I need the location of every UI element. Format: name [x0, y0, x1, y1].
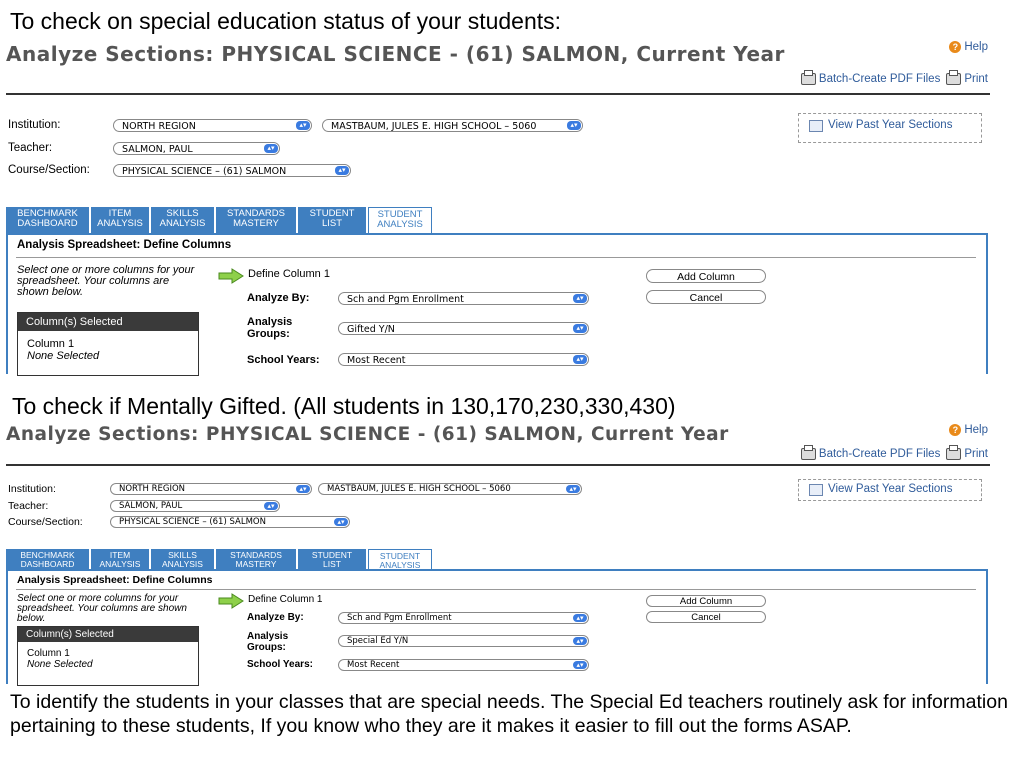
define-columns-box: [6, 233, 988, 374]
analysis-groups-value: Special Ed Y/N: [347, 636, 409, 646]
divider: [6, 93, 990, 95]
analyze-by-value: Sch and Pgm Enrollment: [347, 294, 464, 305]
analysis-groups-value: Gifted Y/N: [347, 324, 395, 335]
tab-standards-mastery[interactable]: STANDARDS MASTERY: [216, 549, 296, 569]
course-value: PHYSICAL SCIENCE – (61) SALMON: [119, 517, 266, 527]
select-arrows-icon: ▴▾: [264, 502, 278, 510]
print-link[interactable]: [946, 448, 988, 460]
select-arrows-icon: ▴▾: [264, 144, 278, 153]
institution-label: Institution:: [8, 483, 56, 495]
printer-icon: [946, 73, 961, 85]
caption-special-needs: To identify the students in your classes that are special needs. The Special Ed teachers routinely ask for information pertaining to these students, If you know who they are it makes it easier to fill out the forms ASAP.: [10, 691, 1008, 737]
school-value: MASTBAUM, JULES E. HIGH SCHOOL – 5060: [331, 121, 537, 132]
select-arrows-icon: ▴▾: [334, 518, 348, 526]
columns-selected-header: Column(s) Selected: [18, 313, 198, 331]
tab-skills-analysis[interactable]: SKILLS ANALYSIS: [151, 207, 214, 233]
tab-skills-analysis[interactable]: SKILLS ANALYSIS: [151, 549, 214, 569]
batch-create-pdf-label: Batch-Create PDF Files: [818, 73, 941, 85]
printer-icon: [801, 73, 816, 85]
add-column-button[interactable]: Add Column: [646, 269, 766, 283]
tab-student-analysis[interactable]: STUDENT ANALYSIS: [368, 549, 432, 569]
institution-label: Institution:: [8, 119, 61, 131]
school-years-value: Most Recent: [347, 660, 400, 670]
tab-benchmark-dashboard[interactable]: BENCHMARK DASHBOARD: [6, 207, 89, 233]
analyze-by-select[interactable]: [338, 612, 589, 624]
teacher-label: Teacher:: [8, 500, 49, 512]
school-years-label: School Years:: [247, 354, 320, 366]
region-select[interactable]: [110, 483, 312, 495]
analyze-sections-panel-1: [0, 40, 1000, 374]
teacher-value: SALMON, PAUL: [119, 501, 183, 511]
teacher-select[interactable]: [110, 500, 280, 512]
none-selected: None Selected: [27, 350, 100, 362]
select-arrows-icon: ▴▾: [566, 485, 580, 493]
analysis-groups-label: Analysis Groups:: [247, 631, 289, 653]
select-arrows-icon: ▴▾: [573, 614, 587, 622]
columns-selected-panel: [17, 312, 199, 376]
batch-create-pdf-label: Batch-Create PDF Files: [818, 448, 941, 460]
cancel-button[interactable]: Cancel: [646, 611, 766, 623]
tab-standards-mastery[interactable]: STANDARDS MASTERY: [216, 207, 296, 233]
define-column-label: Define Column 1: [248, 268, 330, 280]
print-label: Print: [964, 73, 988, 85]
school-select[interactable]: [318, 483, 582, 495]
region-select[interactable]: [113, 119, 312, 132]
calendar-icon: [809, 484, 823, 496]
view-past-label: View Past Year Sections: [828, 119, 953, 131]
divider: [16, 257, 976, 258]
none-selected: None Selected: [27, 659, 93, 670]
view-past-year-sections-link[interactable]: [798, 113, 982, 143]
print-label: Print: [964, 448, 988, 460]
select-arrows-icon: ▴▾: [573, 324, 587, 333]
analysis-groups-label: Analysis Groups:: [247, 316, 293, 340]
arrow-right-icon: [218, 268, 244, 284]
teacher-label: Teacher:: [8, 142, 53, 154]
select-arrows-icon: ▴▾: [296, 485, 310, 493]
caption-special-ed: To check on special education status of your students:: [10, 8, 562, 34]
teacher-value: SALMON, PAUL: [122, 144, 193, 155]
course-label: Course/Section:: [8, 516, 83, 528]
cancel-button[interactable]: Cancel: [646, 290, 766, 304]
analyze-sections-panel-2: [0, 422, 1000, 684]
select-arrows-icon: ▴▾: [573, 637, 587, 645]
region-value: NORTH REGION: [122, 121, 196, 132]
analyze-by-select[interactable]: [338, 292, 589, 305]
define-column-label: Define Column 1: [248, 594, 323, 605]
tab-bar: [6, 549, 432, 569]
school-years-value: Most Recent: [347, 355, 406, 366]
view-past-label: View Past Year Sections: [828, 483, 953, 495]
divider: [16, 589, 976, 590]
course-select[interactable]: [110, 516, 350, 528]
help-icon: ?: [949, 41, 961, 53]
caption-mentally-gifted: To check if Mentally Gifted. (All students in 130,170,230,330,430): [12, 393, 676, 419]
tab-bar: [6, 207, 432, 233]
column-name: Column 1: [27, 648, 70, 659]
tab-student-list[interactable]: STUDENT LIST: [298, 549, 366, 569]
printer-icon: [801, 448, 816, 460]
select-arrows-icon: ▴▾: [573, 294, 587, 303]
box-title: Analysis Spreadsheet: Define Columns: [17, 239, 232, 251]
instructions: Select one or more columns for your spreadsheet. Your columns are shown below.: [17, 593, 187, 624]
analysis-groups-select[interactable]: [338, 322, 589, 335]
school-select[interactable]: [322, 119, 583, 132]
add-column-button[interactable]: Add Column: [646, 595, 766, 607]
course-label: Course/Section:: [8, 164, 90, 176]
batch-create-pdf-link[interactable]: [801, 448, 940, 460]
batch-create-pdf-link[interactable]: [801, 73, 940, 85]
arrow-right-icon: [218, 593, 244, 609]
teacher-select[interactable]: [113, 142, 280, 155]
tab-benchmark-dashboard[interactable]: BENCHMARK DASHBOARD: [6, 549, 89, 569]
tab-item-analysis[interactable]: ITEM ANALYSIS: [91, 207, 149, 233]
help-link[interactable]: [949, 424, 988, 436]
tab-student-analysis[interactable]: STUDENT ANALYSIS: [368, 207, 432, 233]
analyze-by-value: Sch and Pgm Enrollment: [347, 613, 452, 623]
region-value: NORTH REGION: [119, 484, 186, 494]
school-years-label: School Years:: [247, 659, 313, 670]
toolbar: [801, 448, 988, 460]
analyze-by-label: Analyze By:: [247, 292, 310, 304]
select-arrows-icon: ▴▾: [573, 355, 587, 364]
analyze-by-label: Analyze By:: [247, 612, 304, 623]
school-years-select[interactable]: [338, 659, 589, 671]
course-value: PHYSICAL SCIENCE – (61) SALMON: [122, 166, 287, 177]
define-columns-box: [6, 569, 988, 684]
print-link[interactable]: [946, 73, 988, 85]
help-icon: ?: [949, 424, 961, 436]
analysis-groups-select[interactable]: [338, 635, 589, 647]
page-title: Analyze Sections: PHYSICAL SCIENCE - (61) SALMON, Current Year: [6, 424, 729, 445]
box-title: Analysis Spreadsheet: Define Columns: [17, 574, 213, 586]
calendar-icon: [809, 120, 823, 132]
columns-selected-header: Column(s) Selected: [18, 627, 198, 642]
divider: [6, 464, 990, 466]
help-link[interactable]: [949, 41, 988, 53]
instructions: Select one or more columns for your spreadsheet. Your columns are shown below.: [17, 264, 195, 298]
school-value: MASTBAUM, JULES E. HIGH SCHOOL – 5060: [327, 484, 511, 494]
printer-icon: [946, 448, 961, 460]
toolbar: [801, 73, 988, 85]
help-label: Help: [964, 41, 988, 53]
school-years-select[interactable]: [338, 353, 589, 366]
page-title: Analyze Sections: PHYSICAL SCIENCE - (61) SALMON, Current Year: [6, 42, 785, 66]
select-arrows-icon: ▴▾: [296, 121, 310, 130]
select-arrows-icon: ▴▾: [573, 661, 587, 669]
column-name: Column 1: [27, 338, 75, 350]
select-arrows-icon: ▴▾: [567, 121, 581, 130]
tab-item-analysis[interactable]: ITEM ANALYSIS: [91, 549, 149, 569]
course-select[interactable]: [113, 164, 351, 177]
view-past-year-sections-link[interactable]: [798, 479, 982, 501]
columns-selected-panel: [17, 626, 199, 686]
select-arrows-icon: ▴▾: [335, 166, 349, 175]
help-label: Help: [964, 424, 988, 436]
tab-student-list[interactable]: STUDENT LIST: [298, 207, 366, 233]
